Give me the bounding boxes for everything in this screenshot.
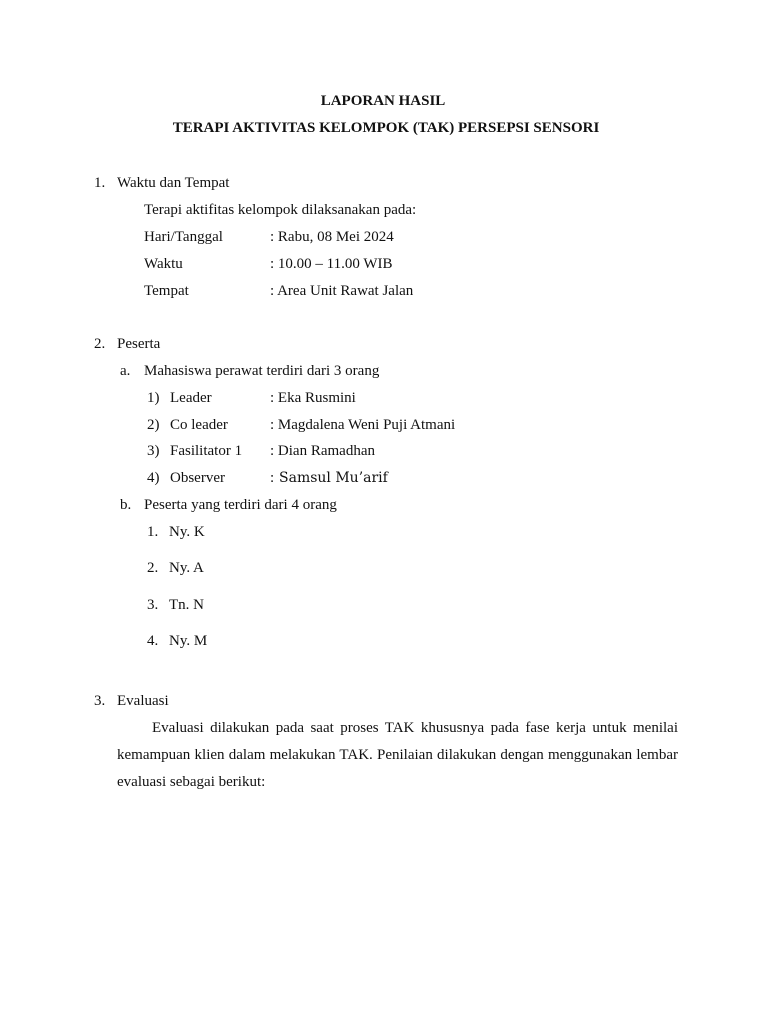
member-name-colon: : [270, 470, 275, 486]
role-label: Co leader [170, 417, 228, 433]
paragraph-line: Evaluasi dilakukan pada saat proses TAK khususnya pada fase kerja untuk menilai [152, 720, 678, 736]
section-intro: Terapi aktifitas kelompok dilaksanakan pada: [144, 202, 417, 218]
row-value: : Rabu, 08 Mei 2024 [270, 229, 394, 245]
section-number: 1. [94, 175, 106, 191]
list-number: 1) [147, 390, 160, 406]
list-number: 2. [147, 560, 159, 576]
row-value: : 10.00 – 11.00 WIB [270, 256, 393, 272]
list-marker: b. [120, 497, 132, 513]
member-name: : Eka Rusmini [270, 390, 356, 406]
row-label: Tempat [144, 283, 189, 299]
list-number: 1. [147, 524, 159, 540]
member-name: : Dian Ramadhan [270, 443, 375, 459]
row-value: : Area Unit Rawat Jalan [270, 283, 414, 299]
participant-name: Ny. M [169, 633, 208, 649]
member-name: : Magdalena Weni Puji Atmani [270, 417, 456, 433]
report-subtitle: TERAPI AKTIVITAS KELOMPOK (TAK) PERSEPSI SENSORI [172, 120, 600, 136]
section-number: 3. [94, 693, 106, 709]
section-heading: Waktu dan Tempat [117, 175, 230, 191]
member-name: Samsul Mu’arif [279, 470, 388, 486]
list-number: 2) [147, 417, 160, 433]
row-label: Hari/Tanggal [144, 229, 223, 245]
participant-name: Tn. N [169, 597, 204, 613]
paragraph-line: kemampuan klien dalam melakukan TAK. Penilaian dilakukan dengan menggunakan lembar [117, 747, 678, 763]
role-label: Leader [170, 390, 212, 406]
role-label: Fasilitator 1 [170, 443, 243, 459]
section-heading: Evaluasi [117, 693, 169, 709]
list-number: 3. [147, 597, 159, 613]
row-label: Waktu [144, 256, 183, 272]
report-title: LAPORAN HASIL [320, 93, 446, 109]
list-marker: a. [120, 363, 131, 379]
section-number: 2. [94, 336, 106, 352]
subsection-text: Mahasiswa perawat terdiri dari 3 orang [144, 363, 380, 379]
paragraph-line: evaluasi sebagai berikut: [117, 774, 266, 790]
list-number: 4. [147, 633, 159, 649]
participant-name: Ny. A [169, 560, 204, 576]
list-number: 4) [147, 470, 160, 486]
role-label: Observer [170, 470, 225, 486]
subsection-text: Peserta yang terdiri dari 4 orang [144, 497, 337, 513]
participant-name: Ny. K [169, 524, 205, 540]
evaluation-paragraph [117, 715, 678, 796]
list-number: 3) [147, 443, 160, 459]
section-heading: Peserta [117, 336, 161, 352]
